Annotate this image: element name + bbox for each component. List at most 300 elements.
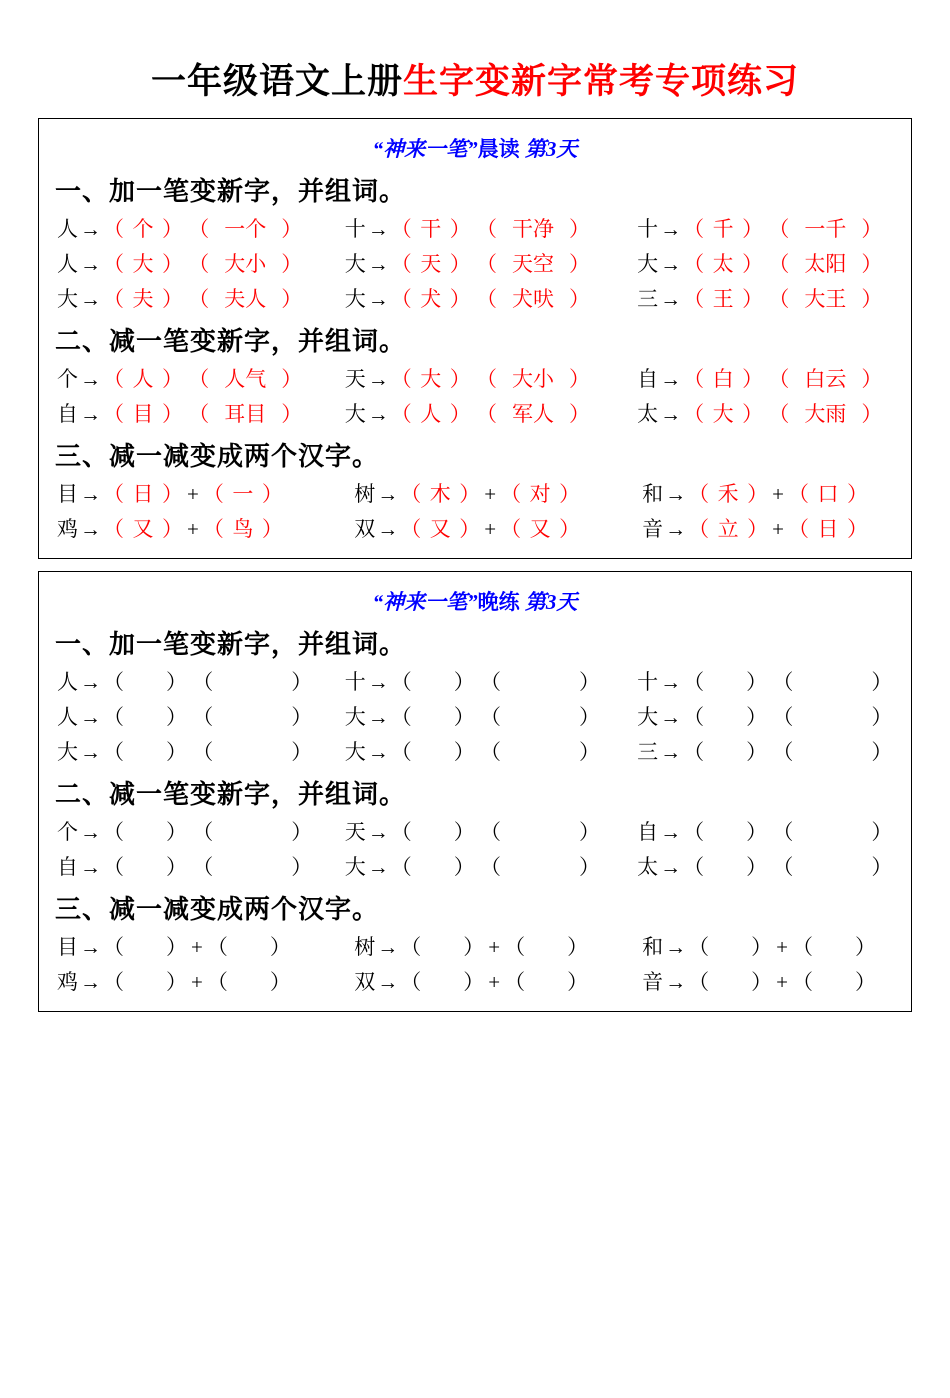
left-paren: （ xyxy=(103,252,124,276)
answer-blank-first[interactable] xyxy=(391,851,475,881)
left-paren: （ xyxy=(206,970,228,994)
answer-blank-first[interactable] xyxy=(688,478,768,508)
exercise-item xyxy=(637,398,897,428)
exercise-row xyxy=(39,213,911,243)
question-heading: 一、加一笔变新字，并组词。 xyxy=(55,177,407,206)
exercise-item xyxy=(642,931,897,961)
arrow-icon: → xyxy=(80,935,101,959)
left-paren: （ xyxy=(390,740,412,764)
answer-blank-second[interactable] xyxy=(476,283,590,313)
arrow-icon: → xyxy=(660,740,682,764)
right-paren: ） xyxy=(746,670,768,694)
right-paren: ） xyxy=(453,820,475,844)
answer-blank-second[interactable] xyxy=(188,363,302,393)
left-paren: （ xyxy=(683,217,705,241)
exercise-item xyxy=(637,736,897,766)
answer-text: 大 xyxy=(420,367,442,391)
answer-blank-first[interactable] xyxy=(103,283,183,313)
exercise-row xyxy=(39,248,911,278)
answer-blank-second[interactable] xyxy=(192,666,312,696)
right-paren: ） xyxy=(578,705,600,729)
arrow-icon: → xyxy=(665,517,687,541)
answer-blank-second[interactable] xyxy=(788,478,868,508)
answer-blank-first[interactable] xyxy=(391,666,475,696)
answer-blank-second[interactable] xyxy=(480,816,600,846)
answer-text: 又 xyxy=(429,517,451,541)
arrow-icon: → xyxy=(377,482,399,506)
plus-icon: + xyxy=(488,935,501,959)
right-paren: ） xyxy=(847,517,868,541)
right-paren: ） xyxy=(453,670,475,694)
answer-blank-first[interactable] xyxy=(683,851,767,881)
right-paren: ） xyxy=(291,820,313,844)
right-paren: ） xyxy=(559,482,581,506)
answer-blank-second[interactable] xyxy=(203,513,283,543)
answer-blank-second[interactable] xyxy=(188,248,302,278)
left-paren: （ xyxy=(683,287,705,311)
right-paren: ） xyxy=(861,252,883,276)
right-paren: ） xyxy=(162,367,183,391)
exercise-item xyxy=(57,736,345,766)
section-heading-day: 第3天 xyxy=(524,590,578,614)
left-paren: （ xyxy=(103,517,124,541)
answer-blank-second[interactable] xyxy=(768,248,882,278)
source-character: 和 xyxy=(642,482,664,506)
right-paren: ） xyxy=(291,740,313,764)
answer-text: 天空 xyxy=(511,252,554,276)
left-paren: （ xyxy=(103,287,124,311)
answer-text: 个 xyxy=(132,217,154,241)
answer-blank-second[interactable] xyxy=(788,513,868,543)
answer-blank-first[interactable] xyxy=(103,736,187,766)
answer-blank-first[interactable] xyxy=(688,931,772,961)
answer-blank-second[interactable] xyxy=(500,478,580,508)
answer-blank-first[interactable] xyxy=(103,666,187,696)
source-character: 天 xyxy=(344,820,366,844)
plus-icon: + xyxy=(187,482,199,506)
source-character: 人 xyxy=(57,705,78,729)
right-paren: ） xyxy=(568,402,590,426)
left-paren: （ xyxy=(103,482,124,506)
left-paren: （ xyxy=(390,670,412,694)
exercise-item xyxy=(57,851,345,881)
right-paren: ） xyxy=(453,855,475,879)
arrow-icon: → xyxy=(367,367,389,391)
answer-blank-second[interactable] xyxy=(476,213,590,243)
source-character: 人 xyxy=(57,670,78,694)
right-paren: ） xyxy=(261,482,283,506)
answer-blank-second[interactable] xyxy=(476,363,590,393)
answer-blank-second[interactable] xyxy=(192,701,312,731)
exercise-item xyxy=(345,363,637,393)
right-paren: ） xyxy=(861,217,883,241)
left-paren: （ xyxy=(390,855,412,879)
answer-blank-second[interactable] xyxy=(480,851,600,881)
answer-blank-second[interactable] xyxy=(188,213,302,243)
left-paren: （ xyxy=(683,252,705,276)
answer-blank-first[interactable] xyxy=(103,851,187,881)
answer-blank-second[interactable] xyxy=(772,701,892,731)
left-paren: （ xyxy=(202,482,224,506)
arrow-icon: → xyxy=(367,252,389,276)
answer-blank-first[interactable] xyxy=(683,213,763,243)
section-heading xyxy=(39,586,911,616)
answer-blank-first[interactable] xyxy=(400,478,480,508)
answer-blank-first[interactable] xyxy=(391,816,475,846)
left-paren: （ xyxy=(188,217,210,241)
arrow-icon: → xyxy=(660,855,682,879)
answer-text: 又 xyxy=(529,517,551,541)
answer-text: 太阳 xyxy=(804,252,847,276)
answer-blank-first[interactable] xyxy=(391,701,475,731)
exercise-item xyxy=(57,363,345,393)
source-character: 人 xyxy=(57,217,78,241)
answer-blank-first[interactable] xyxy=(103,398,183,428)
section-heading-quote: “神来一笔” xyxy=(372,137,478,161)
right-paren: ） xyxy=(162,217,183,241)
answer-blank-first[interactable] xyxy=(103,816,187,846)
answer-blank-first[interactable] xyxy=(400,513,480,543)
exercise-row xyxy=(39,666,911,696)
arrow-icon: → xyxy=(665,970,687,994)
right-paren: ） xyxy=(751,970,773,994)
left-paren: （ xyxy=(479,820,501,844)
exercise-item xyxy=(637,701,897,731)
source-character: 树 xyxy=(354,482,376,506)
answer-text: 日 xyxy=(817,517,839,541)
source-character: 自 xyxy=(57,855,78,879)
page-title-red: 生字变新字常考专项练习 xyxy=(403,62,800,101)
left-paren: （ xyxy=(188,252,210,276)
answer-blank-second[interactable] xyxy=(792,931,876,961)
arrow-icon: → xyxy=(367,855,389,879)
answer-blank-first[interactable] xyxy=(391,213,471,243)
answer-blank-second[interactable] xyxy=(480,736,600,766)
right-paren: ） xyxy=(871,670,893,694)
exercise-item xyxy=(637,816,897,846)
answer-text: 大 xyxy=(712,402,734,426)
right-paren: ） xyxy=(162,517,183,541)
question-heading: 三、减一减变成两个汉字。 xyxy=(55,442,380,471)
answer-blank-second[interactable] xyxy=(772,736,892,766)
answer-blank-first[interactable] xyxy=(103,513,183,543)
exercise-item xyxy=(57,666,345,696)
left-paren: （ xyxy=(683,740,705,764)
answer-blank-first[interactable] xyxy=(103,363,183,393)
answer-text: 白 xyxy=(712,367,734,391)
exercise-item xyxy=(57,478,354,508)
right-paren: ） xyxy=(746,740,768,764)
answer-text: 人 xyxy=(420,402,442,426)
exercise-row xyxy=(39,701,911,731)
left-paren: （ xyxy=(475,367,497,391)
answer-blank-second[interactable] xyxy=(192,736,312,766)
answer-blank-first[interactable] xyxy=(391,283,471,313)
plus-icon: + xyxy=(776,970,788,994)
section-heading-quote: “神来一笔” xyxy=(372,590,478,614)
answer-blank-second[interactable] xyxy=(192,851,312,881)
left-paren: （ xyxy=(475,217,497,241)
source-character: 大 xyxy=(344,705,366,729)
answer-blank-second[interactable] xyxy=(192,816,312,846)
right-paren: ） xyxy=(449,287,471,311)
question-rows xyxy=(39,478,911,543)
right-paren: ） xyxy=(281,217,303,241)
answer-text: 大小 xyxy=(511,367,554,391)
left-paren: （ xyxy=(188,287,210,311)
arrow-icon: → xyxy=(660,367,682,391)
arrow-icon: → xyxy=(80,402,101,426)
left-paren: （ xyxy=(400,517,422,541)
plus-icon: + xyxy=(772,517,784,541)
answer-text: 干净 xyxy=(511,217,554,241)
answer-blank-second[interactable] xyxy=(768,213,882,243)
answer-text: 干 xyxy=(420,217,442,241)
answer-blank-first[interactable] xyxy=(391,248,471,278)
answer-blank-second[interactable] xyxy=(772,816,892,846)
answer-blank-second[interactable] xyxy=(792,966,876,996)
exercise-item xyxy=(345,736,637,766)
answer-text: 日 xyxy=(132,482,154,506)
left-paren: （ xyxy=(768,367,790,391)
left-paren: （ xyxy=(683,367,705,391)
right-paren: ） xyxy=(578,855,600,879)
source-character: 三 xyxy=(637,287,659,311)
right-paren: ） xyxy=(463,970,485,994)
exercise-item xyxy=(57,701,345,731)
exercise-row xyxy=(39,513,911,543)
question-rows xyxy=(39,666,911,766)
answer-blank-first[interactable] xyxy=(103,213,183,243)
exercise-item xyxy=(345,701,637,731)
right-paren: ） xyxy=(162,482,183,506)
answer-text: 鸟 xyxy=(232,517,254,541)
answer-blank-first[interactable] xyxy=(391,736,475,766)
left-paren: （ xyxy=(188,367,210,391)
exercise-item xyxy=(57,248,345,278)
right-paren: ） xyxy=(453,705,475,729)
right-paren: ） xyxy=(269,935,291,959)
left-paren: （ xyxy=(103,705,124,729)
exercise-item xyxy=(637,283,897,313)
exercise-item xyxy=(57,966,354,996)
right-paren: ） xyxy=(742,402,764,426)
arrow-icon: → xyxy=(80,252,101,276)
source-character: 十 xyxy=(344,670,366,694)
answer-text: 大 xyxy=(132,252,154,276)
plus-icon: + xyxy=(191,970,203,994)
right-paren: ） xyxy=(855,970,876,994)
left-paren: （ xyxy=(103,935,124,959)
source-character: 大 xyxy=(637,252,659,276)
left-paren: （ xyxy=(768,402,790,426)
source-character: 大 xyxy=(57,287,78,311)
left-paren: （ xyxy=(103,670,124,694)
answer-text: 人气 xyxy=(224,367,267,391)
section-heading-day: 第3天 xyxy=(524,137,578,161)
arrow-icon: → xyxy=(80,482,101,506)
left-paren: （ xyxy=(390,402,412,426)
left-paren: （ xyxy=(475,252,497,276)
arrow-icon: → xyxy=(367,402,389,426)
question-rows xyxy=(39,816,911,881)
question-heading: 三、减一减变成两个汉字。 xyxy=(55,895,380,924)
answer-blank-first[interactable] xyxy=(391,363,471,393)
exercise-item xyxy=(57,513,354,543)
answer-blank-first[interactable] xyxy=(683,248,763,278)
source-character: 音 xyxy=(642,970,664,994)
answer-blank-first[interactable] xyxy=(683,283,763,313)
left-paren: （ xyxy=(688,482,710,506)
left-paren: （ xyxy=(390,820,412,844)
exercise-row xyxy=(39,851,911,881)
answer-blank-second[interactable] xyxy=(476,398,590,428)
answer-blank-first[interactable] xyxy=(103,248,183,278)
answer-blank-first[interactable] xyxy=(683,701,767,731)
answer-blank-second[interactable] xyxy=(504,931,588,961)
answer-blank-first[interactable] xyxy=(683,398,763,428)
answer-blank-first[interactable] xyxy=(400,966,484,996)
exercise-row xyxy=(39,363,911,393)
left-paren: （ xyxy=(206,935,228,959)
left-paren: （ xyxy=(103,217,124,241)
answer-blank-first[interactable] xyxy=(103,701,187,731)
exercise-row xyxy=(39,736,911,766)
answer-blank-second[interactable] xyxy=(207,966,291,996)
left-paren: （ xyxy=(683,820,705,844)
exercise-row xyxy=(39,816,911,846)
right-paren: ） xyxy=(449,217,471,241)
answer-blank-first[interactable] xyxy=(683,666,767,696)
plus-icon: + xyxy=(484,517,497,541)
answer-blank-second[interactable] xyxy=(768,398,882,428)
left-paren: （ xyxy=(768,287,790,311)
answer-blank-second[interactable] xyxy=(188,283,302,313)
source-character: 树 xyxy=(354,935,376,959)
right-paren: ） xyxy=(269,970,291,994)
right-paren: ） xyxy=(449,402,471,426)
exercise-item xyxy=(637,851,897,881)
exercise-item xyxy=(637,213,897,243)
answer-blank-second[interactable] xyxy=(207,931,291,961)
right-paren: ） xyxy=(847,482,868,506)
answer-text: 目 xyxy=(132,402,154,426)
source-character: 大 xyxy=(57,740,78,764)
answer-blank-second[interactable] xyxy=(480,666,600,696)
source-character: 鸡 xyxy=(57,970,78,994)
right-paren: ） xyxy=(459,517,481,541)
answer-blank-first[interactable] xyxy=(103,931,187,961)
left-paren: （ xyxy=(192,705,214,729)
section-heading xyxy=(39,133,911,163)
left-paren: （ xyxy=(103,820,124,844)
left-paren: （ xyxy=(390,287,412,311)
question-rows xyxy=(39,931,911,996)
right-paren: ） xyxy=(261,517,283,541)
arrow-icon: → xyxy=(377,517,399,541)
left-paren: （ xyxy=(504,970,526,994)
right-paren: ） xyxy=(166,740,187,764)
right-paren: ） xyxy=(166,705,187,729)
source-character: 自 xyxy=(637,367,659,391)
answer-blank-second[interactable] xyxy=(772,851,892,881)
arrow-icon: → xyxy=(367,287,389,311)
answer-blank-second[interactable] xyxy=(188,398,302,428)
answer-blank-first[interactable] xyxy=(688,513,768,543)
answer-blank-first[interactable] xyxy=(688,966,772,996)
arrow-icon: → xyxy=(367,740,389,764)
right-paren: ） xyxy=(568,217,590,241)
right-paren: ） xyxy=(747,482,769,506)
answer-text: 军人 xyxy=(511,402,554,426)
arrow-icon: → xyxy=(660,217,682,241)
answer-text: 犬 xyxy=(420,287,442,311)
answer-blank-second[interactable] xyxy=(772,666,892,696)
answer-blank-second[interactable] xyxy=(203,478,283,508)
arrow-icon: → xyxy=(367,820,389,844)
left-paren: （ xyxy=(772,740,794,764)
exercise-item xyxy=(637,363,897,393)
source-character: 三 xyxy=(637,740,659,764)
arrow-icon: → xyxy=(80,740,101,764)
right-paren: ） xyxy=(162,402,183,426)
exercise-item xyxy=(57,398,345,428)
source-character: 大 xyxy=(344,855,366,879)
source-character: 目 xyxy=(57,935,78,959)
exercise-item xyxy=(345,851,637,881)
left-paren: （ xyxy=(479,705,501,729)
answer-blank-second[interactable] xyxy=(476,248,590,278)
right-paren: ） xyxy=(162,287,183,311)
left-paren: （ xyxy=(500,517,522,541)
right-paren: ） xyxy=(746,855,768,879)
answer-text: 人 xyxy=(132,367,154,391)
arrow-icon: → xyxy=(80,217,101,241)
exercise-row xyxy=(39,478,911,508)
exercise-item xyxy=(57,931,354,961)
left-paren: （ xyxy=(202,517,224,541)
answer-blank-first[interactable] xyxy=(391,398,471,428)
exercise-row xyxy=(39,283,911,313)
answer-blank-second[interactable] xyxy=(768,363,882,393)
answer-blank-first[interactable] xyxy=(683,736,767,766)
exercise-row xyxy=(39,931,911,961)
answer-blank-second[interactable] xyxy=(500,513,580,543)
source-character: 双 xyxy=(354,970,376,994)
answer-text: 大雨 xyxy=(804,402,847,426)
sections-container xyxy=(0,118,950,1012)
left-paren: （ xyxy=(772,670,794,694)
answer-blank-first[interactable] xyxy=(400,931,484,961)
answer-text: 夫 xyxy=(132,287,154,311)
answer-blank-second[interactable] xyxy=(480,701,600,731)
left-paren: （ xyxy=(103,402,124,426)
exercise-item xyxy=(354,966,642,996)
source-character: 十 xyxy=(344,217,366,241)
answer-blank-first[interactable] xyxy=(683,363,763,393)
right-paren: ） xyxy=(742,252,764,276)
answer-text: 太 xyxy=(712,252,734,276)
answer-blank-first[interactable] xyxy=(103,478,183,508)
answer-blank-second[interactable] xyxy=(504,966,588,996)
left-paren: （ xyxy=(390,217,412,241)
answer-blank-second[interactable] xyxy=(768,283,882,313)
answer-blank-first[interactable] xyxy=(103,966,187,996)
answer-text: 口 xyxy=(817,482,839,506)
left-paren: （ xyxy=(103,367,124,391)
answer-blank-first[interactable] xyxy=(683,816,767,846)
right-paren: ） xyxy=(568,367,590,391)
